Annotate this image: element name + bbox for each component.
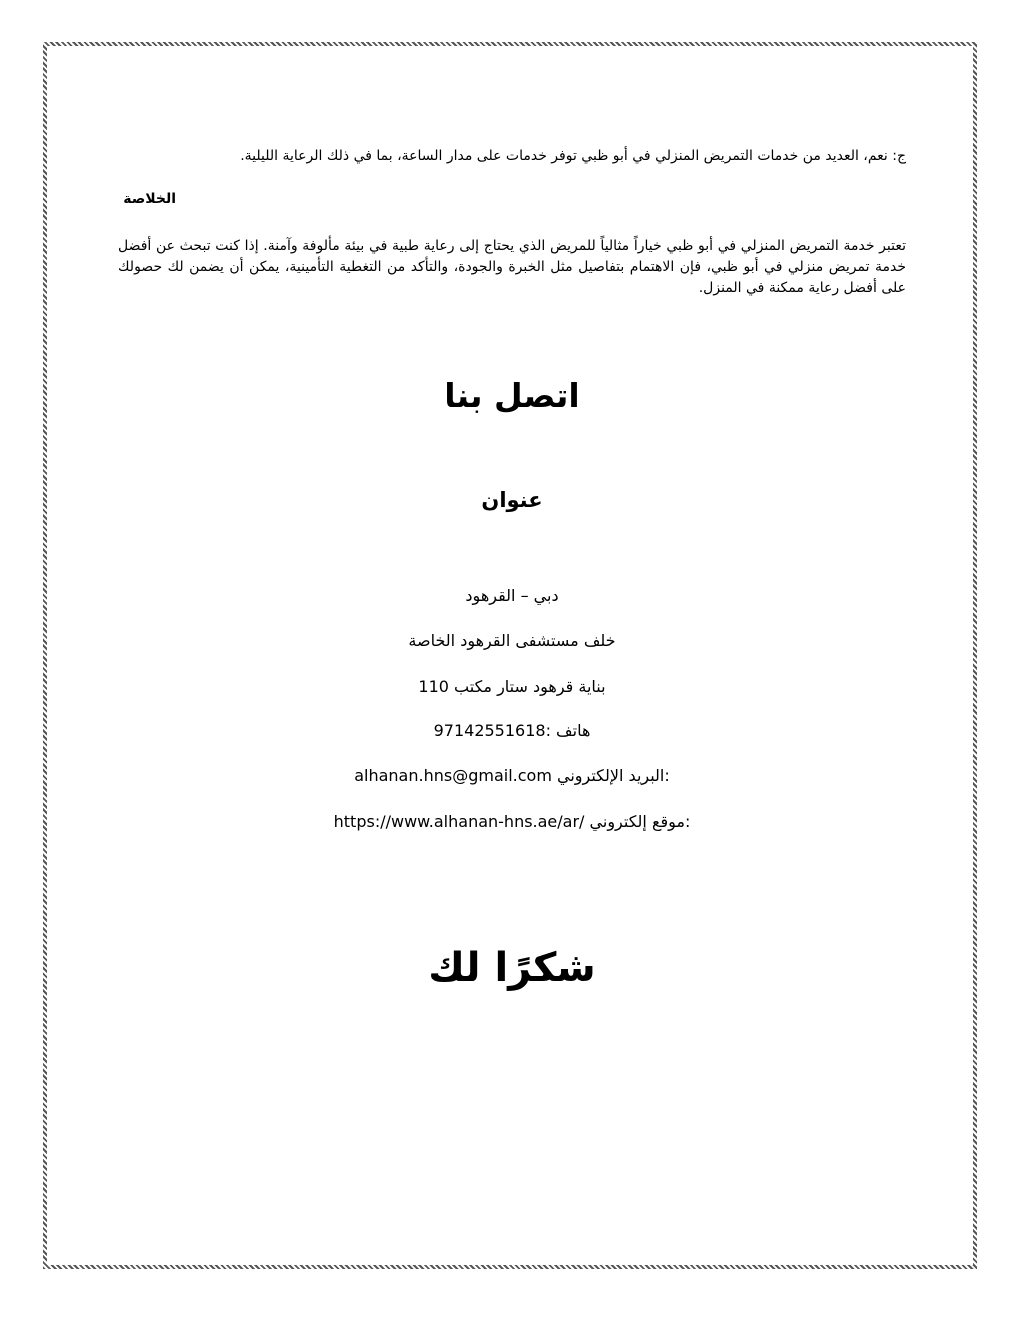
address-location: خلف مستشفى القرهود الخاصة (408, 631, 616, 650)
phone-number: 97142551618 (433, 721, 546, 740)
page-border (43, 42, 977, 1269)
thank-you-text: شكرًا لك (428, 945, 596, 991)
email-line (0, 765, 1024, 787)
website-line (0, 811, 1024, 833)
contact-title: اتصل بنا (444, 376, 580, 415)
conclusion-body: تعتبر خدمة التمريض المنزلي في أبو ظبي خياراً مثالياً للمريض الذي يحتاج إلى رعاية طبية في بيئة مألوفة وآمنة. إذا كنت تبحث عن أفضل خدمة تمريض منزلي في أبو ظبي، فإن الاهتمام بتفاصيل مثل الخبرة والجودة، والتأكد من التغطية التأمينية، يمكن أن يضمن لك حصولك على أفضل رعاية ممكنة في المنزل. (118, 238, 906, 296)
website-label: :موقع إلكتروني (589, 812, 691, 831)
phone-label: هاتف : (545, 721, 591, 740)
address-building: بناية قرهود ستار مكتب 110 (418, 677, 606, 696)
phone-line (0, 720, 1024, 742)
website-url[interactable]: https://www.alhanan-hns.ae/ar/ (333, 812, 585, 831)
email-address[interactable]: alhanan.hns@gmail.com (354, 766, 552, 785)
faq-answer: ج: نعم، العديد من خدمات التمريض المنزلي في أبو ظبي توفر خدمات على مدار الساعة، بما في ذلك الرعاية الليلية. (240, 148, 906, 164)
address-city: دبي – القرهود (465, 586, 559, 605)
email-label: :البريد الإلكتروني (557, 766, 670, 785)
address-heading: عنوان (481, 488, 543, 512)
conclusion-heading: الخلاصة (123, 191, 176, 207)
